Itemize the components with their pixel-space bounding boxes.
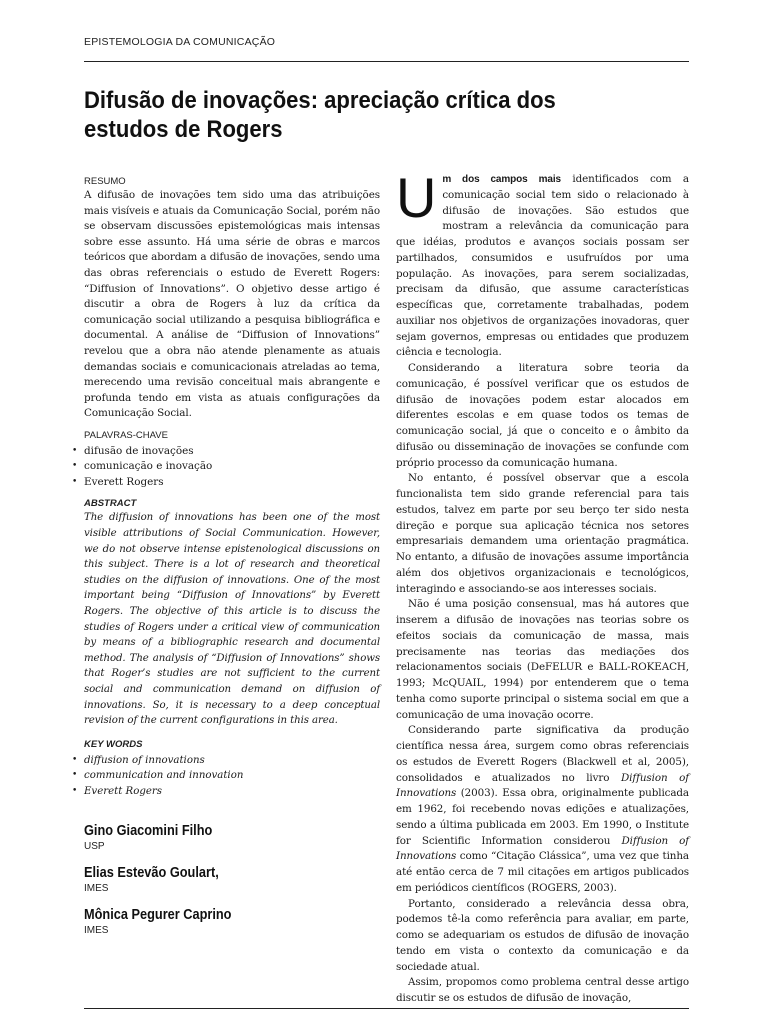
- body-paragraph-6: Portanto, considerado a relevância dessa obra, podemos tê-la como referência para avaliar, em parte, como se adequariam os estudos de difusão de inovação tendo em vista o contexto da comunicação e da sociedade atual.: [396, 897, 689, 973]
- body-paragraph-5: [396, 723, 689, 896]
- keyword-item: • Everett Rogers: [84, 475, 380, 491]
- keyword-item: • difusão de inovações: [84, 444, 380, 460]
- key-word-item: • communication and innovation: [84, 768, 380, 784]
- palavras-chave-label: PALAVRAS-CHAVE: [84, 429, 168, 441]
- resumo-label: RESUMO: [84, 176, 126, 187]
- author-name: Mônica Pegurer Caprino: [84, 907, 232, 924]
- body-paragraph-2: Considerando a literatura sobre teoria da comunicação, é possível verificar que os estudos de difusão de inovações podem estar alocados em diferentes escolas e em quase todos os temas de comunicação social, já que o conceito e o âmbito da difusão ou disseminação de inovações se confunde com próprio processo da comunicação humana.: [396, 362, 689, 469]
- book-title: Diffusion of Innovations: [396, 771, 689, 800]
- body-paragraph-7: Assim, propomos como problema central desse artigo discutir se os estudos de difusão de inovação,: [396, 976, 689, 1004]
- palavras-chave-list: [84, 444, 380, 491]
- key-words-label: KEY WORDS: [84, 738, 143, 750]
- author-name: Elias Estevão Goulart,: [84, 865, 219, 882]
- author-affiliation: USP: [84, 841, 105, 853]
- drop-cap: U: [396, 166, 437, 229]
- author-block: [84, 823, 380, 853]
- paragraph-text: Considerando parte significativa da produção científica nessa área, surgem como obras referenciais os estudos de Everett Rogers (Blackwell et al, 2005), consolidados e atualizados no livro: [396, 724, 689, 784]
- resumo-text: A difusão de inovações tem sido uma das atribuições mais visíveis e atuais da Comunicação Social, porém não se observam discussões epistemológicas mais intensas sobre esse assunto. Há uma série de obras e marcos teóricos que abordam a difusão de inovações, sendo uma das obras referenciais o estudo de Everett Rogers: “Diffusion of Innovations”. O objetivo desse artigo é discutir a obra de Rogers à luz da crítica da comunicação social utilizando a pesquisa bibliográfica e documental. A análise de “Diffusion of Innovations” revelou que a obra não atende plenamente as atuais demandas sociais e comunicacionais atreladas ao tema, merecendo uma revisão conceitual mais abrangente e profunda tendo em vista as atuais configurações da Comunicação Social.: [84, 189, 380, 420]
- lead-in: m dos campos mais: [442, 174, 561, 185]
- paragraph-text: (2003). Essa obra, originalmente publicada em 1962, foi recebendo novas edições e atualizações, sendo a última publicada em 2003. Em 1990, o Institute for Scientific Information considerou: [396, 787, 689, 847]
- author-block: [84, 865, 380, 895]
- article-title: Difusão de inovações: apreciação crítica dos estudos de Rogers: [84, 87, 556, 143]
- author-block: [84, 907, 380, 937]
- book-title: Diffusion of Innovations: [396, 834, 690, 863]
- header-rule: [84, 61, 689, 62]
- keyword-item: • comunicação e inovação: [84, 459, 380, 475]
- author-affiliation: IMES: [84, 883, 109, 895]
- body-paragraph-1: [396, 166, 689, 361]
- author-affiliation: IMES: [84, 925, 109, 937]
- paragraph-text: identificados com a comunicação social tem sido o relacionado à difusão de inovações. São estudos que mostram a relevância da comunicação para que idéias, produtos e avanços sociais possam ser partilhados, consumidos e usufruídos por uma população. As inovações, para serem socializadas, precisam da difusão, que assume características específicas que, corretamente trabalhadas, podem auxiliar nos objetivos de organizações inovadoras, quer sejam governos, empresas ou entidades que produzem ciência e tecnologia.: [396, 173, 689, 359]
- left-column: [84, 176, 380, 937]
- body-column: [396, 166, 690, 1007]
- key-word-item: • diffusion of innovations: [84, 753, 380, 769]
- body-paragraph-3: No entanto, é possível observar que a escola funcionalista tem sido grande referencial para tais estudos, talvez em parte por seu berço ter sido nesta direção e porque sua aplicação técnica nos setores empresariais demandem uma orientação pragmática. No entanto, a difusão de inovações assume importância além dos objetivos organizacionais e tecnológicos, interagindo e associando-se aos interesses sociais.: [396, 472, 689, 595]
- abstract-label: ABSTRACT: [84, 498, 137, 510]
- footer-rule: [84, 1008, 689, 1009]
- key-words-list: [84, 753, 380, 800]
- section-header: EPISTEMOLOGIA DA COMUNICAÇÃO: [84, 36, 276, 48]
- body-paragraph-4: Não é uma posição consensual, mas há autores que inserem a difusão de inovações nas teorias sobre os efeitos sociais da comunicação de massa, mais precisamente nas teorias das mediações dos relacionamentos sociais (DeFELUR e BALL-ROKEACH, 1993; McQUAIL, 1994) por entenderem que o tema tenha como suporte principal o sistema social em que a comunicação de uma inovação ocorre.: [396, 598, 689, 721]
- key-word-item: • Everett Rogers: [84, 784, 380, 800]
- abstract-text: The diffusion of innovations has been one of the most visible attributions of Social Communication. However, we do not observe intense epistenological discussions on this subject. There is a lot of research and theoretical studies on the diffusion of innovations. One of the most important being “Diffusion of Innovations” by Everett Rogers. The objective of this article is to discuss the studies of Rogers under a critical view of communication by means of a bibliographic research and documental method. The analysis of “Diffusion of Innovations” shows that Roger’s studies are not sufficient to the current social and communication demand on diffusion of innovations. So, it is necessary to a deep conceptual revision of the current configurations in this area.: [84, 512, 380, 727]
- author-name: Gino Giacomini Filho: [84, 823, 213, 840]
- paragraph-text: como “Citação Clássica”, uma vez que tinha até então cerca de 7 mil citações em artigos publicados em periódicos científicos (ROGERS, 2003).: [396, 850, 689, 894]
